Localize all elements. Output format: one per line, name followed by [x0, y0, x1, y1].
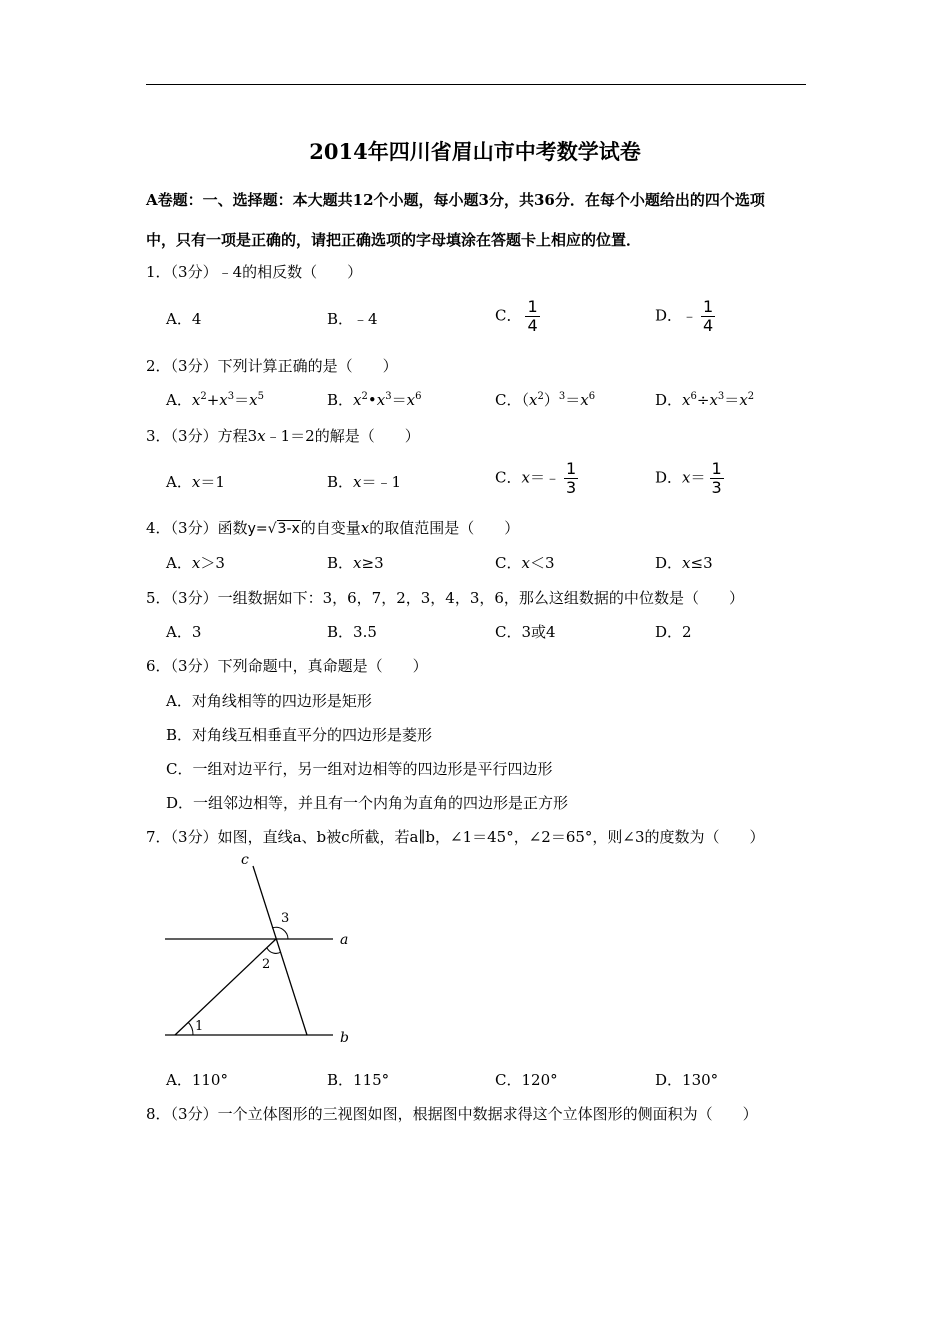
q7-option-c: C．120° — [495, 1071, 558, 1089]
q3-option-d-fraction — [710, 460, 724, 497]
q2-option-a: A．$x^2+x^3=x^5$ — [166, 391, 264, 409]
radicand: 3-x — [277, 521, 300, 537]
variable-x: x — [353, 554, 362, 572]
q1-option-c-label: C． — [495, 306, 522, 325]
variable-x: x — [521, 468, 530, 487]
question-3-stem — [146, 425, 420, 446]
fraction-numerator: 1 — [527, 297, 538, 316]
q5-option-d: D．2 — [655, 623, 692, 641]
q3-option-d — [655, 460, 724, 497]
q6-option-a: A．对角线相等的四边形是矩形 — [166, 692, 372, 710]
variable-x: x — [682, 468, 691, 487]
variable-x: x — [360, 519, 370, 537]
q5-option-b: B．3.5 — [327, 623, 377, 641]
q1-option-c — [495, 298, 540, 335]
option-value: ＜3 — [529, 554, 555, 572]
section-instruction-line2: 中，只有一项是正确的，请把正确选项的字母填涂在答题卡上相应的位置． — [146, 231, 642, 249]
q4-option-b — [327, 552, 384, 573]
question-2-stem: 2．（3分）下列计算正确的是（ ） — [146, 357, 398, 375]
line-c — [253, 866, 307, 1035]
label-a: a — [340, 932, 349, 948]
q3-option-b — [327, 471, 401, 492]
q4-option-d — [655, 552, 713, 573]
label-angle-1: 1 — [195, 1019, 204, 1034]
question-6-stem: 6．（3分）下列命题中，真命题是（ ） — [146, 657, 428, 675]
label-angle-2: 2 — [262, 957, 271, 972]
q7-option-b: B．115° — [327, 1071, 390, 1089]
q1-option-c-fraction — [525, 298, 539, 335]
label-c: c — [241, 852, 249, 868]
q6-option-c: C．一组对边平行，另一组对边相等的四边形是平行四边形 — [166, 760, 553, 778]
option-value: ≥3 — [361, 554, 384, 572]
q1-option-a: A．4 — [166, 310, 202, 328]
variable-x: x — [257, 427, 266, 445]
q6-option-d: D．一组邻边相等，并且有一个内角为直角的四边形是正方形 — [166, 794, 569, 812]
q3-stem-part: ﹣1＝2的解是（ ） — [265, 427, 420, 445]
option-value: ＞3 — [200, 554, 225, 572]
fraction-numerator: 1 — [711, 459, 722, 478]
question-4-stem — [146, 517, 519, 538]
q4-stem-part: 的取值范围是（ ） — [369, 519, 520, 537]
fraction-denominator: 4 — [703, 316, 714, 335]
q5-option-c: C．3或4 — [495, 623, 556, 641]
option-letter: D． — [655, 468, 683, 487]
option-value: ＝﹣1 — [361, 473, 402, 491]
variable-x: x — [191, 473, 201, 491]
fraction-denominator: 4 — [527, 316, 538, 335]
option-letter: B． — [327, 554, 354, 572]
variable-x: x — [682, 554, 691, 572]
q3-stem-part: 3．（3分）方程3 — [146, 427, 258, 445]
q1-option-b: B．﹣4 — [327, 310, 378, 328]
fraction-denominator: 3 — [711, 478, 722, 497]
label-b: b — [340, 1030, 349, 1046]
fraction-denominator: 3 — [565, 478, 577, 497]
q1-option-d — [655, 298, 715, 335]
q7-option-a: A．110° — [166, 1071, 228, 1089]
option-letter: C． — [495, 554, 522, 572]
q1-option-d-label: D．﹣ — [655, 306, 698, 325]
variable-x: x — [353, 473, 362, 491]
q3-option-a — [166, 471, 225, 492]
q5-option-a: A．3 — [166, 623, 202, 641]
option-letter: D． — [655, 554, 683, 572]
fraction-numerator: 1 — [565, 459, 577, 478]
option-value: ＝ — [690, 468, 706, 487]
option-letter: A． — [166, 554, 192, 572]
q4-stem-part: 的自变量 — [300, 519, 361, 537]
variable-x: x — [521, 554, 530, 572]
q2-option-d: D．$x^6\div x^3=x^2$ — [655, 391, 755, 409]
option-letter: B． — [327, 473, 354, 491]
option-value: ＝1 — [200, 473, 225, 491]
function-expression: y=√3-x — [247, 521, 300, 537]
option-value: ≤3 — [690, 554, 713, 572]
q7-option-d: D．130° — [655, 1071, 719, 1089]
q7-figure — [155, 850, 365, 1055]
transversal-segment — [175, 939, 276, 1035]
option-letter: C． — [495, 468, 522, 487]
question-8-stem: 8．（3分）一个立体图形的三视图如图，根据图中数据求得这个立体图形的侧面积为（ ） — [146, 1105, 758, 1123]
section-instruction-line1: A卷题：一、选择题：本大题共12个小题，每小题3分，共36分．在每个小题给出的四个选项 — [146, 191, 765, 209]
q4-option-a — [166, 552, 225, 573]
q3-option-c-fraction — [564, 460, 578, 497]
option-value: ＝﹣ — [529, 468, 560, 487]
label-angle-3: 3 — [281, 911, 290, 926]
question-1-stem: 1．（3分）﹣4的相反数（ ） — [146, 263, 363, 281]
q2-option-b: B．$x^2•x^3=x^6$ — [327, 391, 422, 409]
header-rule — [146, 84, 806, 85]
variable-x: x — [191, 554, 201, 572]
question-5-stem: 5．（3分）一组数据如下：3，6，7，2，3，4，3，6，那么这组数据的中位数是（ ） — [146, 589, 744, 607]
function-lhs: y= — [247, 521, 268, 537]
q1-option-d-fraction — [701, 298, 715, 335]
q2-option-c: C．$(x^2)^3=x^6$ — [495, 391, 596, 409]
angle-1-arc — [188, 1022, 193, 1035]
fraction-numerator: 1 — [703, 297, 714, 316]
page-title: 2014年四川省眉山市中考数学试卷 — [309, 139, 641, 164]
q4-option-c — [495, 552, 555, 573]
q6-option-b: B．对角线互相垂直平分的四边形是菱形 — [166, 726, 433, 744]
question-7-stem: 7．（3分）如图，直线a、b被c所截，若a∥b，∠1＝45°，∠2＝65°，则∠3的度数为（ ） — [146, 828, 765, 846]
option-letter: A． — [166, 473, 192, 491]
q3-option-c — [495, 460, 578, 497]
q4-stem-part: 4．（3分）函数 — [146, 519, 248, 537]
